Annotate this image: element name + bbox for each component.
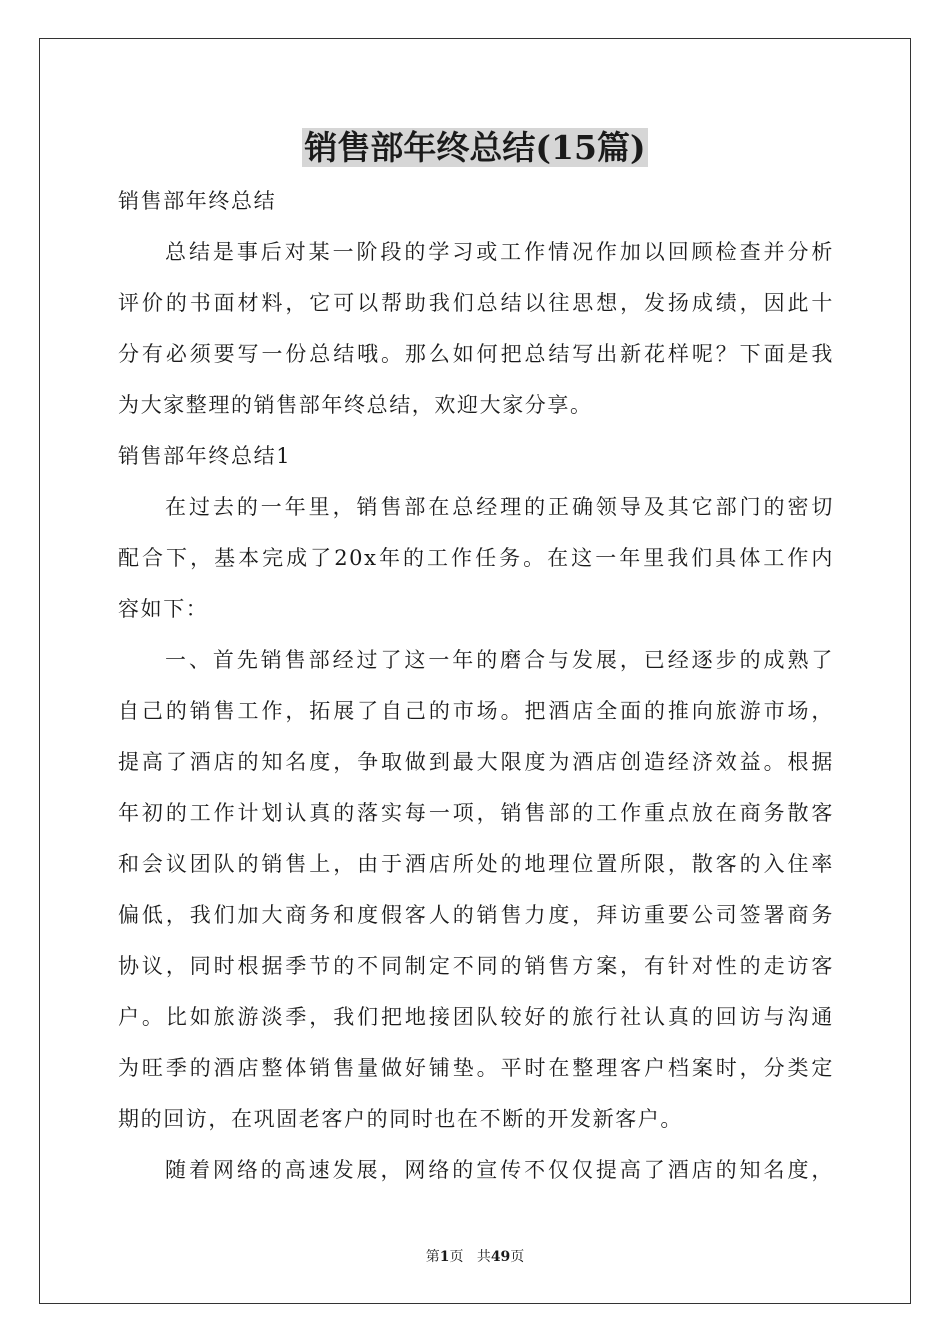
- text-line: 协议，同时根据季节的不同制定不同的销售方案，有针对性的走访客: [118, 954, 834, 978]
- text-line: 期的回访，在巩固老客户的同时也在不断的开发新客户。: [118, 1107, 683, 1131]
- text-line: 评价的书面材料，它可以帮助我们总结以往思想，发扬成绩，因此十: [118, 291, 834, 315]
- text-line: 一、首先销售部经过了这一年的磨合与发展，已经逐步的成熟了: [165, 648, 834, 672]
- text-line: 偏低，我们加大商务和度假客人的销售力度，拜访重要公司签署商务: [118, 903, 834, 927]
- text-line: 容如下：: [118, 597, 209, 621]
- text-line: 和会议团队的销售上，由于酒店所处的地理位置所限，散客的入住率: [118, 852, 834, 876]
- text-line: 为旺季的酒店整体销售量做好铺垫。平时在整理客户档案时，分类定: [118, 1056, 834, 1080]
- total-pages: 49: [490, 1249, 511, 1265]
- text-line: 总结是事后对某一阶段的学习或工作情况作加以回顾检查并分析: [165, 240, 834, 264]
- text-line: 户。比如旅游淡季，我们把地接团队较好的旅行社认真的回访与沟通: [118, 1005, 834, 1029]
- document-title-text: 销售部年终总结(15篇): [304, 128, 646, 167]
- text-line: 分有必须要写一份总结哦。那么如何把总结写出新花样呢？下面是我: [118, 342, 834, 366]
- page-suffix: 页: [449, 1249, 464, 1265]
- text-line: 为大家整理的销售部年终总结，欢迎大家分享。: [118, 393, 593, 417]
- text-line: 年初的工作计划认真的落实每一项，销售部的工作重点放在商务散客: [118, 801, 834, 825]
- total-suffix: 页: [510, 1249, 525, 1265]
- text-line: 销售部年终总结: [118, 189, 277, 213]
- text-line: 销售部年终总结1: [118, 444, 292, 468]
- page-number: 1: [439, 1249, 450, 1265]
- text-line: 随着网络的高速发展，网络的宣传不仅仅提高了酒店的知名度，: [165, 1158, 834, 1182]
- text-line: 自己的销售工作，拓展了自己的市场。把酒店全面的推向旅游市场，: [118, 699, 834, 723]
- page-footer: [0, 1247, 950, 1267]
- document-body: [118, 176, 834, 1196]
- text-line: 配合下，基本完成了20x年的工作任务。在这一年里我们具体工作内: [118, 546, 834, 570]
- text-line: 提高了酒店的知名度，争取做到最大限度为酒店创造经济效益。根据: [118, 750, 834, 774]
- page-prefix: 第: [425, 1249, 440, 1265]
- text-line: 在过去的一年里，销售部在总经理的正确领导及其它部门的密切: [165, 495, 834, 519]
- total-prefix: 共: [476, 1249, 491, 1265]
- document-title: [0, 126, 950, 170]
